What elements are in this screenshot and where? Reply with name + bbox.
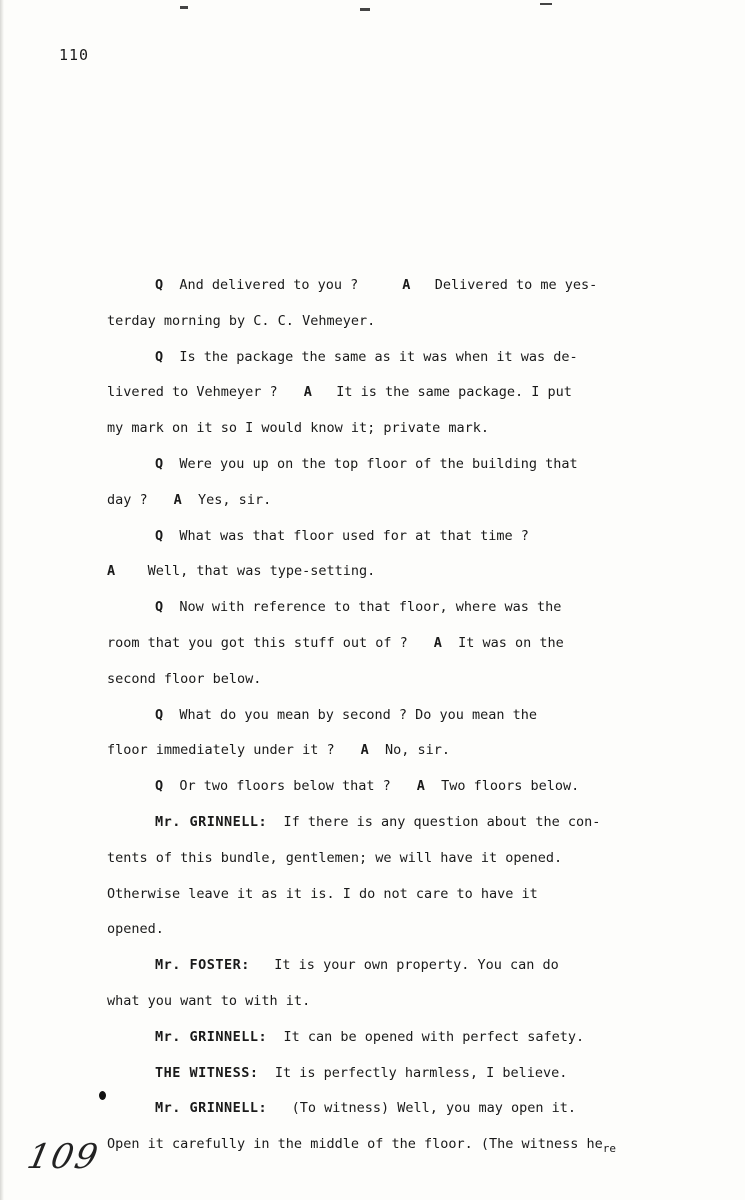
transcript-line: Mr. GRINNELL: If there is any question about the con- <box>155 813 601 830</box>
transcript-line: Q What was that floor used for at that time ? <box>155 527 529 544</box>
transcript-line: livered to Vehmeyer ? A It is the same package. I put <box>107 384 572 401</box>
transcript-line: terday morning by C. C. Vehmeyer. <box>107 312 376 329</box>
scan-edge-shadow <box>0 0 4 1200</box>
ink-dot <box>99 1091 106 1100</box>
transcript-line: tents of this bundle, gentlemen; we will have it opened. <box>107 849 563 866</box>
transcript-line: Mr. FOSTER: It is your own property. You can do <box>155 957 559 974</box>
transcript-line: Q What do you mean by second ? Do you mean the <box>155 706 538 723</box>
transcript-line: day ? A Yes, sir. <box>107 491 272 508</box>
transcript-line: Q Now with reference to that floor, where was the <box>155 599 562 616</box>
transcript-line: Q And delivered to you ? A Delivered to me yes- <box>155 277 598 293</box>
transcript-line: floor immediately under it ? A No, sir. <box>107 742 451 759</box>
transcript-body <box>107 268 697 1163</box>
transcript-line: second floor below. <box>107 670 262 687</box>
transcript-line: room that you got this stuff out of ? A It was on the <box>107 634 564 651</box>
transcript-line: Open it carefully in the middle of the floor. (The witness $he_{re}$ <box>107 1136 617 1156</box>
transcript-line: what you want to with it. <box>107 992 311 1009</box>
transcript-line: opened. <box>107 921 164 938</box>
transcript-line: A Well, that was type-setting. <box>107 563 376 580</box>
transcript-line: Otherwise leave it as it is. I do not care to have it <box>107 885 538 902</box>
transcript-line: Mr. GRINNELL: (To witness) Well, you may open it. <box>155 1100 577 1117</box>
handwritten-page-number: 109 <box>23 1137 104 1177</box>
scan-speck <box>360 8 370 11</box>
page-number: 110 <box>59 46 90 64</box>
transcript-line: Q Were you up on the top floor of the building that <box>155 455 578 472</box>
transcript-line: THE WITNESS: It is perfectly harmless, I believe. <box>155 1064 568 1081</box>
transcript-line: Mr. GRINNELL: It can be opened with perfect safety. <box>155 1028 585 1045</box>
scan-speck <box>180 6 188 9</box>
transcript-line: my mark on it so I would know it; private mark. <box>107 420 490 437</box>
transcript-line: Q Is the package the same as it was when it was de- <box>155 348 578 365</box>
scan-speck <box>540 3 552 5</box>
transcript-line: Q Or two floors below that ? A Two floors below. <box>155 778 580 795</box>
